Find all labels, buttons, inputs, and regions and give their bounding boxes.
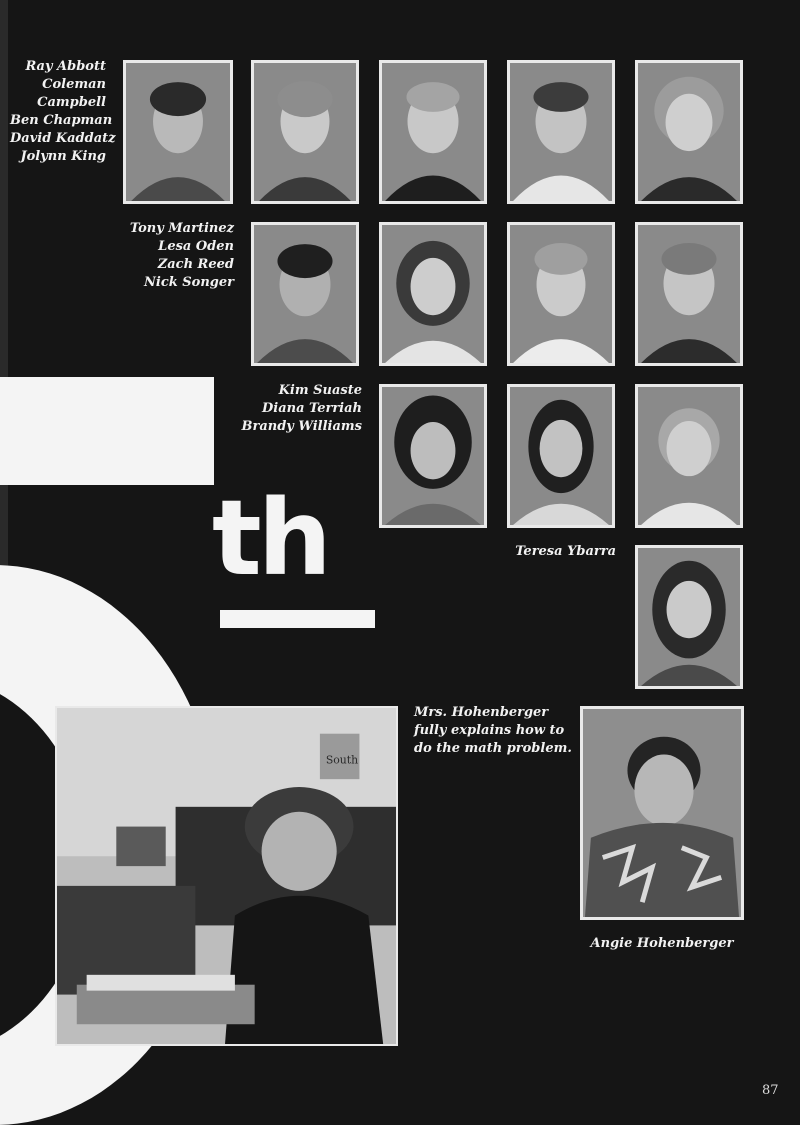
page-number: 87: [762, 1083, 779, 1098]
student-portrait: [123, 60, 233, 204]
student-portrait: [379, 222, 487, 366]
grade-suffix: th: [212, 477, 328, 599]
student-name: Zach Reed: [157, 257, 234, 272]
name-list-row4: [500, 543, 616, 561]
teacher-portrait: [580, 706, 744, 920]
student-portrait: [251, 222, 359, 366]
name-list-row2: [120, 220, 234, 292]
student-portrait: [635, 222, 743, 366]
student-name: Teresa Ybarra: [515, 544, 616, 559]
student-portrait: [635, 60, 743, 204]
name-list-row1: [10, 58, 116, 166]
student-name: Kim Suaste: [278, 383, 362, 398]
student-portrait: [507, 222, 615, 366]
student-portrait: [635, 384, 743, 528]
student-name: Ray Abbott: [25, 59, 106, 74]
student-portrait: [507, 60, 615, 204]
student-name: Tony Martinez: [129, 221, 234, 236]
photo-caption: Mrs. Hohenberger fully explains how to do the math problem.: [414, 705, 572, 756]
student-name: Nick Songer: [144, 275, 234, 290]
student-name: David Kaddatz: [10, 131, 116, 146]
student-name: Campbell: [37, 95, 106, 110]
student-name: Diana Terriah: [261, 401, 362, 416]
student-name: Lesa Oden: [158, 239, 234, 254]
student-portrait: [635, 545, 743, 689]
student-portrait: [379, 60, 487, 204]
teacher-name: Angie Hohenberger: [590, 936, 734, 951]
classroom-sign: South: [325, 753, 359, 767]
student-name: Brandy Williams: [241, 419, 362, 434]
grade-underline: [220, 610, 375, 628]
name-list-row3: [230, 382, 362, 436]
student-name: Ben Chapman: [10, 113, 113, 128]
student-portrait: [507, 384, 615, 528]
student-portrait: [251, 60, 359, 204]
student-name: Coleman: [42, 77, 106, 92]
student-portrait: [379, 384, 487, 528]
student-name: Jolynn King: [20, 149, 106, 164]
numeral-five-top: [0, 377, 214, 485]
candid-photo: [55, 706, 398, 1046]
